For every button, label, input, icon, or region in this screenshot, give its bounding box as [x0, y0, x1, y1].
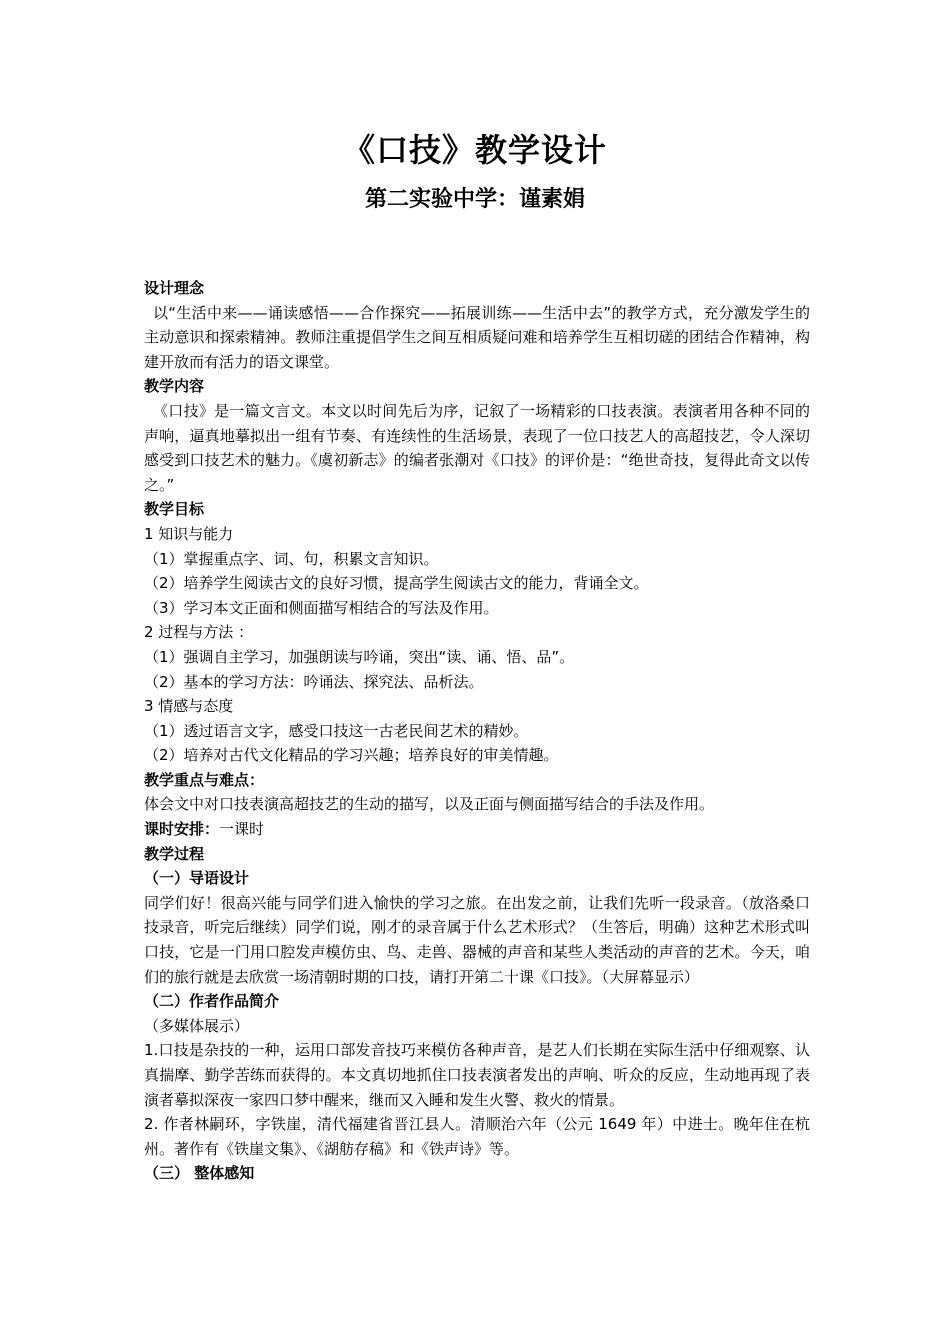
section-1-heading: （一）导语设计: [144, 869, 250, 888]
paragraph-design-concept: 以“生活中来——诵读感悟——合作探究——拓展训练——生活中去”的教学方式，充分激发学生的主动意识和探索精神。教师注重提倡学生之间互相质疑问难和培养学生互相切磋的团结合作精神，构建开放而有活力的语文课堂。: [144, 303, 810, 371]
heading-teaching-content: 教学内容: [144, 377, 205, 396]
section-2-heading: （二）作者作品简介: [144, 992, 280, 1011]
goal-3-item: （1）透过语言文字，感受口技这一古老民间艺术的精妙。: [144, 721, 529, 740]
section-3-heading: （三） 整体感知: [144, 1164, 255, 1183]
goal-3-title: 3 情感与态度: [144, 697, 234, 716]
goal-3-item: （2）培养对古代文化精品的学习兴趣；培养良好的审美情趣。: [144, 746, 559, 765]
section-1-paragraph: 同学们好！很高兴能与同学们进入愉快的学习之旅。在出发之前，让我们先听一段录音。（放洛桑口技录音，听完后继续）同学们说，刚才的录音属于什么艺术形式？（生答后，明确）这种艺术形式叫口技，它是一门用口腔发声模仿虫、鸟、走兽、器械的声音和某些人类活动的声音的艺术。今天，咱们的旅行就是去欣赏一场清朝时期的口技，请打开第二十课《口技》。（大屏幕显示）: [144, 893, 810, 986]
document-subtitle: 第二实验中学：谨素娟: [364, 187, 585, 212]
goal-1-item: （3）学习本文正面和侧面描写相结合的写法及作用。: [144, 598, 499, 617]
section-2-paragraph-2: 2. 作者林嗣环，字铁崖，清代福建省晋江县人。清顺治六年（公元 1649 年）中进士。晚年住在杭州。著作有《铁崖文集》、《湖舫存稿》和《铁声诗》等。: [144, 1115, 810, 1158]
heading-teaching-goals: 教学目标: [144, 500, 205, 519]
goal-1-item: （2）培养学生阅读古文的良好习惯，提高学生阅读古文的能力，背诵全文。: [144, 574, 649, 593]
paragraph-teaching-content: 《口技》是一篇文言文。本文以时间先后为序，记叙了一场精彩的口技表演。表演者用各种不同的声响，逼真地摹拟出一组有节奏、有连续性的生活场景，表现了一位口技艺人的高超技艺，令人深切感受到口技艺术的魅力。《虞初新志》的编者张潮对《口技》的评价是：“绝世奇技，复得此奇文以传之。”: [144, 401, 810, 494]
schedule-line: [144, 817, 810, 842]
schedule-label: 课时安排：: [144, 820, 220, 839]
section-2-note: （多媒体展示）: [144, 1016, 250, 1035]
goal-2-item: （1）强调自主学习，加强朗读与吟诵，突出“读、诵、悟、品”。: [144, 647, 575, 666]
heading-teaching-process: 教学过程: [144, 844, 205, 863]
document-title: 《口技》教学设计: [342, 131, 607, 169]
goal-1-item: （1）掌握重点字、词、句，积累文言知识。: [144, 549, 439, 568]
section-2-paragraph-1: 1.口技是杂技的一种，运用口部发音技巧来模仿各种声音，是艺人们长期在实际生活中仔细观察、认真揣摩、勤学苦练而获得的。本文真切地抓住口技表演者发出的声响、听众的反应，生动地再现了表演者摹拟深夜一家四口梦中醒来，继而又入睡和发生火警、救火的情景。: [144, 1041, 810, 1109]
heading-design-concept: 设计理念: [144, 279, 205, 297]
heading-key-points: 教学重点与难点：: [144, 770, 265, 789]
paragraph-key-points: 体会文中对口技表演高超技艺的生动的描写，以及正面与侧面描写结合的手法及作用。: [144, 795, 715, 814]
document-body: [144, 276, 810, 1186]
goal-1-title: 1 知识与能力: [144, 524, 234, 543]
schedule-value: 一课时: [219, 820, 265, 839]
goal-2-item: （2）基本的学习方法：吟诵法、探究法、品析法。: [144, 672, 484, 691]
goal-2-title: 2 过程与方法 ：: [144, 623, 254, 642]
